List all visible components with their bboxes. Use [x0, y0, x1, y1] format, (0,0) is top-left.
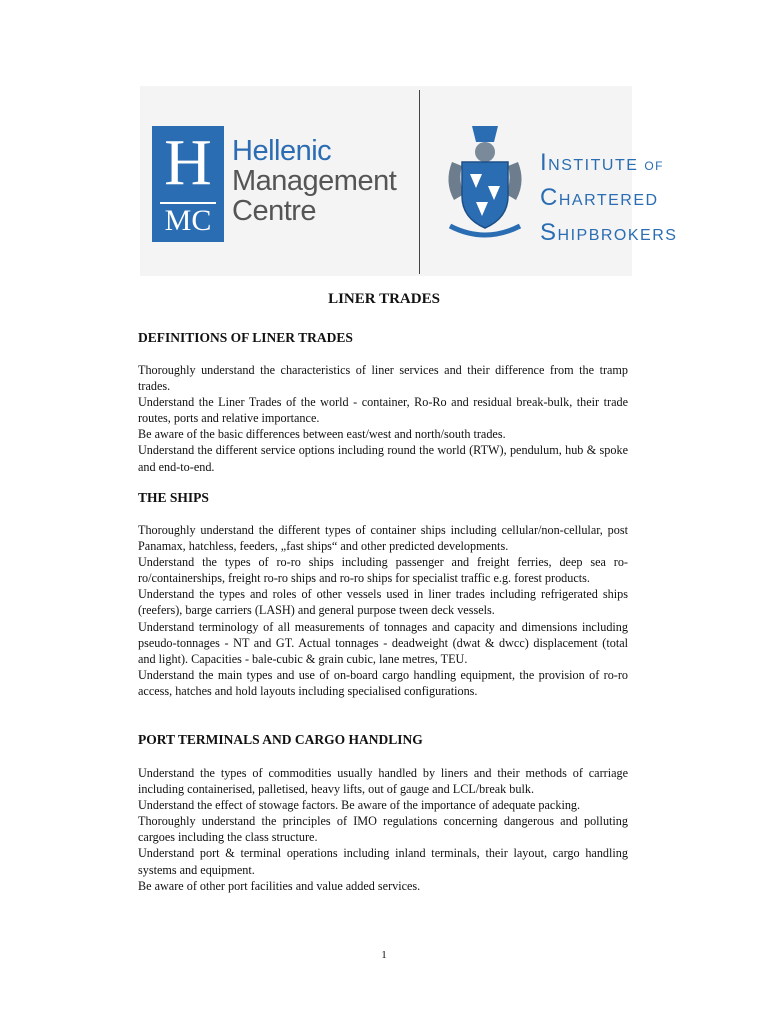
document-title: LINER TRADES [328, 291, 440, 307]
section-body [138, 522, 628, 699]
section-item: Understand the main types and use of on-board cargo handling equipment, the provision of ro-ro access, hatches and hold layouts including specialised configurations. [138, 667, 628, 698]
hmc-monogram [152, 126, 224, 242]
section-item: Be aware of the basic differences between east/west and north/south trades. [138, 427, 506, 442]
hmc-name-line2: Management [232, 165, 397, 197]
section-item: Understand terminology of all measurements of tonnages and capacity and dimensions including pseudo-tonnages - NT and GT. Actual tonnages - deadweight (dwat & dwcc) displacement (total and light). Capacities - bale-cubic & grain cubic, lane metres, TEU. [138, 619, 628, 666]
section-item: Understand the types of ro-ro ships including passenger and freight ferries, deep sea ro-ro/containerships, freight ro-ro ships and ro-ro ships for specialist traffic e.g. forest products. [138, 555, 628, 586]
section-heading: DEFINITIONS OF LINER TRADES [138, 330, 353, 345]
ics-crest-icon [442, 122, 528, 244]
ics-name-line1: INSTITUTE OF [540, 149, 665, 176]
section-item: Thoroughly understand the different types of container ships including cellular/non-cellular, post Panamax, hatchless, feeders, „fast ships“ and other predicted developments. [138, 523, 628, 554]
ics-name-line3: SHIPBROKERS [540, 219, 678, 246]
hmc-wordmark [232, 136, 396, 226]
hmc-name-line3: Centre [232, 195, 317, 227]
hmc-name-line1: Hellenic [232, 135, 332, 167]
section-item: Understand port & terminal operations including inland terminals, their layout, cargo handling systems and equipment. [138, 846, 628, 877]
section-item: Understand the Liner Trades of the world - container, Ro-Ro and residual break-bulk, their trade routes, ports and relative importance. [138, 395, 628, 426]
page-number: 1 [381, 949, 387, 961]
section-item: Understand the types of commodities usually handled by liners and their methods of carriage including containerised, palletised, heavy lifts, out of gauge and LCL/break bulk. [138, 766, 628, 797]
hmc-letter-h: H [164, 126, 212, 199]
logo-divider [419, 90, 420, 274]
section-body [138, 362, 628, 475]
section-body [138, 765, 628, 894]
section-heading: PORT TERMINALS AND CARGO HANDLING [138, 732, 423, 747]
section-item: Thoroughly understand the principles of IMO regulations concerning dangerous and polluting cargoes including the class structure. [138, 814, 628, 845]
section-item: Understand the effect of stowage factors. Be aware of the importance of adequate packing. [138, 798, 581, 813]
section-item: Thoroughly understand the characteristics of liner services and their difference from the tramp trades. [138, 363, 628, 394]
hmc-letters-mc: MC [164, 204, 212, 237]
section-heading: THE SHIPS [138, 490, 209, 505]
section-item: Understand the different service options including round the world (RTW), pendulum, hub & spoke and end-to-end. [138, 443, 628, 474]
ics-name-line2: CHARTERED [540, 184, 659, 211]
ics-wordmark [540, 147, 677, 252]
section-item: Be aware of other port facilities and value added services. [138, 878, 421, 893]
section-item: Understand the types and roles of other vessels used in liner trades including refrigerated ships (reefers), barge carriers (LASH) and general purpose tween deck vessels. [138, 587, 628, 618]
